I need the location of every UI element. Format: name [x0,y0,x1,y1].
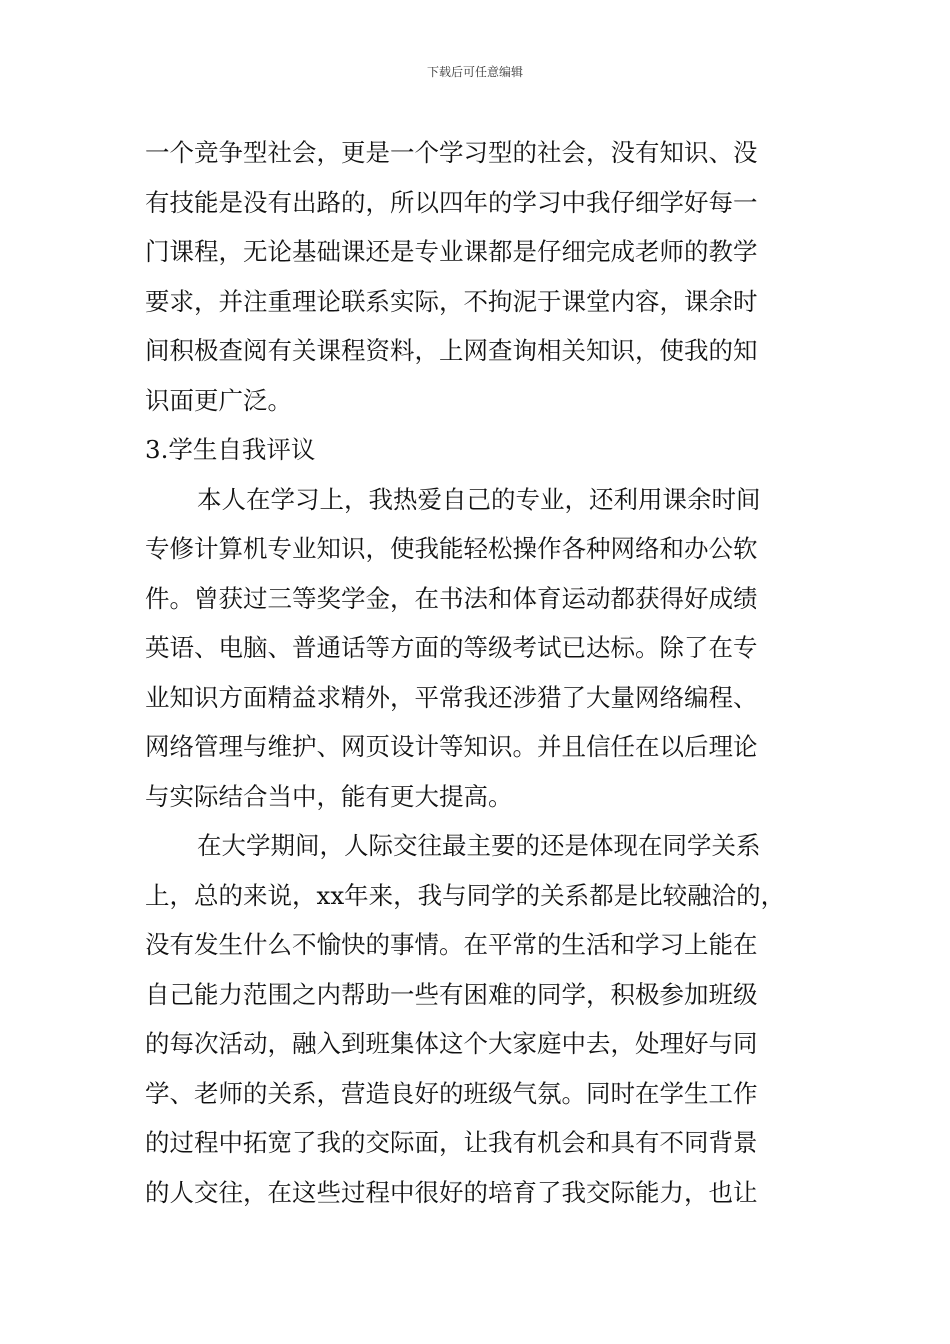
paragraph-first-line: 在大学期间，人际交往最主要的还是体现在同学关系 [197,831,761,860]
text-line: 没有发生什么不愉快的事情。在平常的生活和学习上能在 [145,930,758,959]
text-line: 的过程中拓宽了我的交际面，让我有机会和具有不同背景 [145,1128,758,1157]
text-line: 一个竞争型社会，更是一个学习型的社会，没有知识、没 [145,138,758,167]
text-line: 业知识方面精益求精外，平常我还涉猎了大量网络编程、 [145,682,758,712]
text-line: 学、老师的关系，营造良好的班级气氛。同时在学生工作 [145,1078,758,1108]
text-line: 英语、电脑、普通话等方面的等级考试已达标。除了在专 [145,633,758,662]
page-header: 下载后可任意编辑 [426,65,523,79]
text-line: 件。曾获过三等奖学金，在书法和体育运动都获得好成绩 [145,583,758,613]
text-line: 专修计算机专业知识，使我能轻松操作各种网络和办公软 [145,534,758,563]
text-line: 自己能力范围之内帮助一些有困难的同学，积极参加班级 [145,979,758,1009]
text-line: 有技能是没有出路的，所以四年的学习中我仔细学好每一 [145,187,758,217]
text-line: 门课程，无论基础课还是专业课都是仔细完成老师的教学 [145,237,758,266]
text-line: 网络管理与维护、网页设计等知识。并且信任在以后理论 [145,732,758,761]
text-line: 间积极查阅有关课程资料，上网查询相关知识，使我的知 [145,336,758,365]
paragraph-first-line: 本人在学习上，我热爱自己的专业，还利用课余时间 [197,484,761,514]
text-line: 上，总的来说，xx年来，我与同学的关系都是比较融洽的， [145,880,786,910]
text-line: 的人交往，在这些过程中很好的培育了我交际能力，也让 [145,1177,758,1207]
text-line: 识面更广泛。 [145,385,292,415]
document-body [145,128,815,1217]
text-line: 要求，并注重理论联系实际，不拘泥于课堂内容，课余时 [145,286,758,316]
text-line: 的每次活动，融入到班集体这个大家庭中去，处理好与同 [145,1029,758,1058]
text-line: 与实际结合当中，能有更大提高。 [145,781,513,811]
section-heading: 3.学生自我评议 [145,435,316,464]
